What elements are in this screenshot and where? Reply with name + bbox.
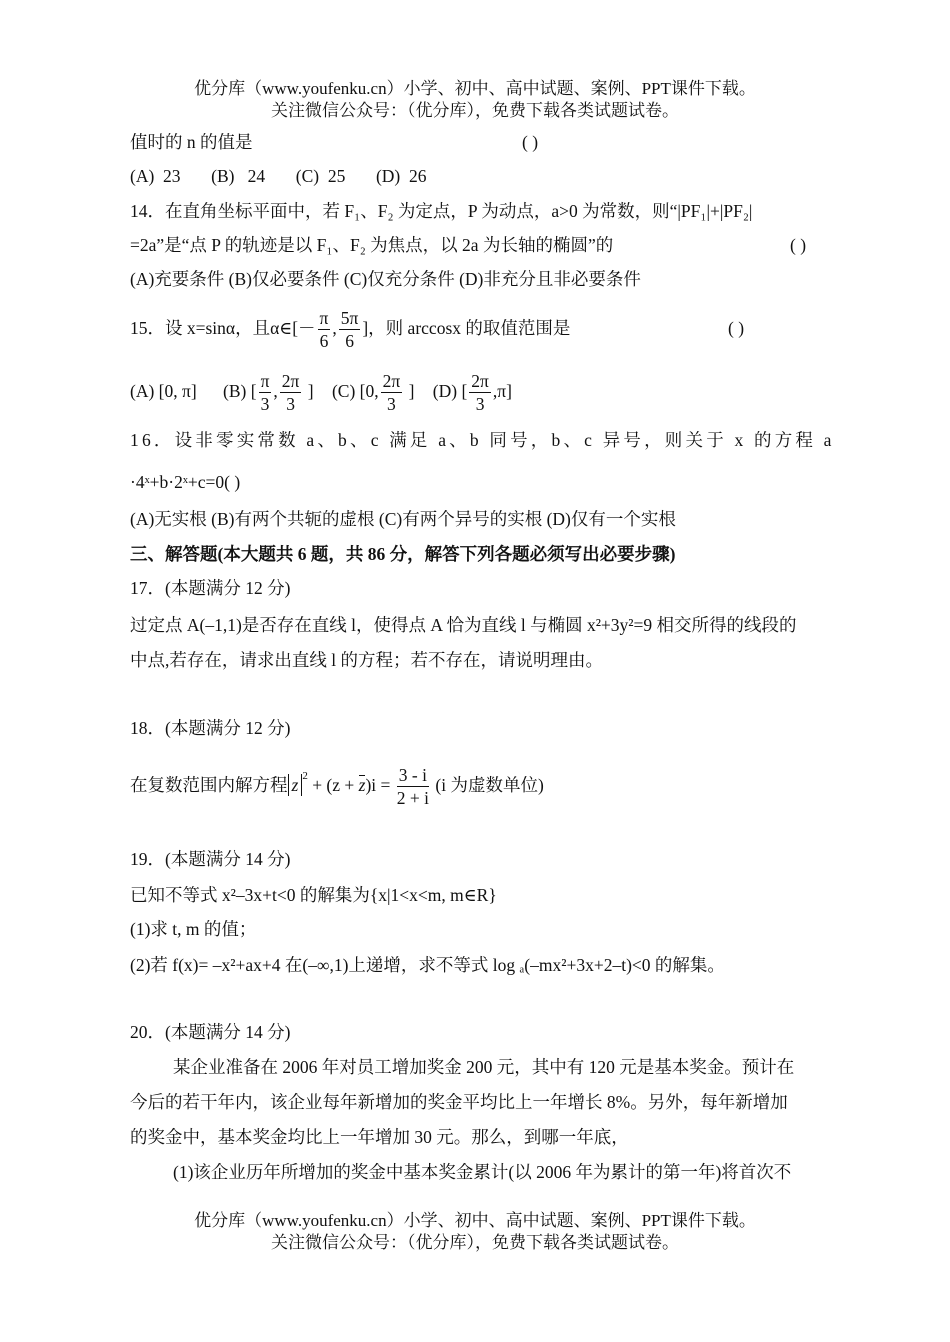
q15-stem: 15．设 x=sinα，且α∈[－ $\frac{\pi}{6}$ , $\frac{5\pi}{6}$ ]，则 arccosx 的取值范围是	[130, 308, 571, 352]
q18-prefix: 在复数范围内解方程	[130, 775, 288, 795]
q14-options: (A)充要条件 (B)仅必要条件 (C)仅充分条件 (D)非充分且非必要条件	[130, 269, 641, 289]
q15-answer-paren: ( )	[728, 318, 745, 338]
q18-equation: 在复数范围内解方程 z $^2$ + (z + z)i = $\frac{3 - i}{2 + i}$ (i 为虚数单位)	[130, 765, 544, 809]
q20-line-3: 的奖金中，基本奖金均比上一年增加 30 元。那么，到哪一年底，	[130, 1127, 629, 1147]
section-3-title: 三、解答题(本大题共 6 题，共 86 分，解答下列各题必须写出必要步骤)	[130, 544, 676, 564]
q19-line-1: 已知不等式 x²–3x+t<0 的解集为{x|1<x<m, m∈R}	[130, 885, 497, 905]
q20-line-2: 今后的若干年内，该企业每年新增加的奖金平均比上一年增长 8%。另外，每年新增加	[130, 1092, 788, 1112]
q15-option-d-fraction: $\frac{2\pi}{3}$	[471, 371, 489, 415]
q16-line-1: 16．设非零实常数 a、b、c 满足 a、b 同号，b、c 异号，则关于 x 的方程 a	[130, 430, 835, 450]
q15-option-c-fraction: $\frac{2\pi}{3}$	[382, 371, 401, 415]
header-line-1: 优分库（www.youfenku.cn）小学、初中、高中试题、案例、PPT课件下载。	[194, 79, 756, 98]
q15-suffix: ]，则 arccosx 的取值范围是	[362, 318, 571, 338]
header-line-2: 关注微信公众号：（优分库），免费下载各类试题试卷。	[271, 101, 679, 120]
q20-title: 20．(本题满分 14 分)	[130, 1022, 291, 1042]
q13-tail: 值时的 n 的值是	[130, 132, 253, 152]
q14-line-1: 14．在直角坐标平面中，若 F₁、F₂ 为定点，P 为动点，a>0 为常数，则“|PF₁|+|PF₂|	[130, 201, 753, 221]
q17-line-1: 过定点 A(–1,1)是否存在直线 l，使得点 A 恰为直线 l 与椭圆 x²+3y²=9 相交所得的线段的	[130, 615, 797, 635]
q18-mid-2: )i =	[365, 775, 395, 795]
q18-mid: + (z +	[307, 775, 359, 795]
q18-fraction: $\frac{3 - i}{2 + i}$	[396, 765, 430, 809]
q15-option-b-label: (B) [	[223, 381, 257, 401]
q20-line-1: 某企业准备在 2006 年对员工增加奖金 200 元，其中有 120 元是基本奖金。预计在	[173, 1057, 795, 1077]
q15-option-a: (A) [0, π]	[130, 381, 197, 401]
q15-option-b-fraction-1: $\frac{\pi}{3}$	[260, 371, 270, 415]
q18-z-conjugate: z	[358, 775, 366, 795]
q17-line-2: 中点,若存在，请求出直线 l 的方程；若不存在，请说明理由。	[130, 650, 603, 670]
q18-title: 18．(本题满分 12 分)	[130, 718, 291, 738]
q18-suffix: (i 为虚数单位)	[431, 775, 544, 795]
q15-fraction-2: $\frac{5\pi}{6}$	[340, 308, 359, 352]
q15-options: (A) [0, π] (B) [ $\frac{\pi}{3}$ , $\frac{2\pi}{3}$ ] (C) [0, $\frac{2\pi}{3}$ ] (D) [ $\frac{2\pi}{3}$ ,π]	[130, 371, 512, 415]
footer-line-1: 优分库（www.youfenku.cn）小学、初中、高中试题、案例、PPT课件下载。	[194, 1211, 756, 1230]
q18-abs-z: z	[288, 774, 303, 796]
q16-options: (A)无实根 (B)有两个共轭的虚根 (C)有两个异号的实根 (D)仅有一个实根	[130, 509, 676, 529]
footer-line-2: 关注微信公众号：（优分库），免费下载各类试题试卷。	[271, 1233, 679, 1252]
q16-line-2: ·4ˣ+b·2ˣ+c=0( )	[130, 472, 241, 492]
q13-answer-paren: ( )	[522, 132, 539, 152]
q15-option-d-tail: ,π]	[492, 381, 512, 401]
q15-option-c-label: (C) [0,	[331, 381, 379, 401]
q17-title: 17．(本题满分 12 分)	[130, 578, 291, 598]
q14-line-2: =2a”是“点 P 的轨迹是以 F₁、F₂ 为焦点，以 2a 为长轴的椭圆”的	[130, 235, 614, 255]
q19-part-2: (2)若 f(x)= –x²+ax+4 在(–∞,1)上递增，求不等式 log ₐ(–mx²+3x+2–t)<0 的解集。	[130, 955, 725, 975]
q13-options: (A) 23 (B) 24 (C) 25 (D) 26	[130, 166, 427, 186]
q14-answer-paren: ( )	[790, 235, 807, 255]
q15-option-d-label: (D) [	[432, 381, 468, 401]
q19-title: 19．(本题满分 14 分)	[130, 849, 291, 869]
q19-part-1: (1)求 t, m 的值；	[130, 919, 257, 939]
q20-line-4: (1)该企业历年所增加的奖金中基本奖金累计(以 2006 年为累计的第一年)将首次不	[173, 1162, 792, 1182]
q15-fraction-1: $\frac{\pi}{6}$	[319, 308, 329, 352]
q15-option-b-fraction-2: $\frac{2\pi}{3}$	[281, 371, 300, 415]
q15-prefix: 15．设 x=sinα，且α∈[－	[130, 318, 316, 338]
